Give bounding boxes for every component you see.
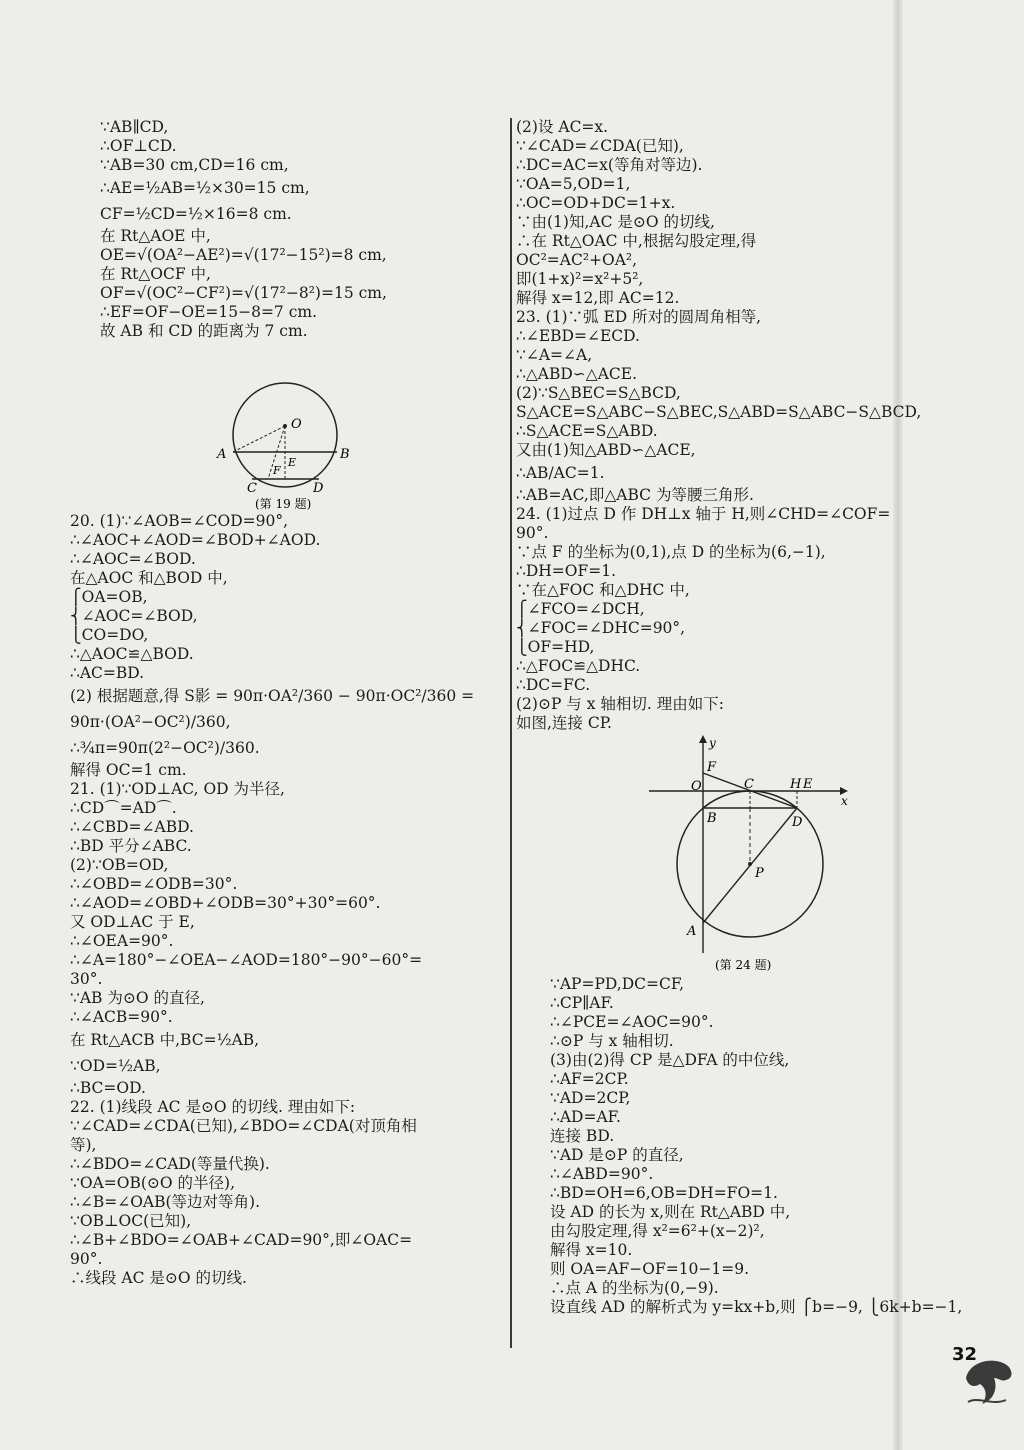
left-column-2-line: 90°.	[70, 1250, 103, 1268]
left-column-2-line: ⎩CO=DO,	[70, 626, 149, 644]
right-column-line: ∵∠A=∠A,	[516, 346, 593, 364]
dolphin-icon	[958, 1348, 1018, 1408]
right-column-2-line: ∴点 A 的坐标为(0,−9).	[550, 1279, 719, 1297]
left-column-line: ∵AB=30 cm,CD=16 cm,	[100, 156, 289, 174]
left-column-2-line: ∴∠AOC=∠BOD.	[70, 550, 196, 568]
left-column-line: OE=√(OA²−AE²)=√(17²−15²)=8 cm,	[100, 246, 387, 264]
fig19-label-c: C	[247, 481, 257, 496]
right-column-line: ⎨∠FOC=∠DHC=90°,	[516, 619, 686, 637]
right-column-line: 解得 x=12,即 AC=12.	[516, 289, 680, 307]
fig19-caption: (第 19 题)	[255, 497, 312, 511]
right-column-line: ∴OC=OD+DC=1+x.	[516, 194, 676, 212]
left-column-2-line: ∴线段 AC 是⊙O 的切线.	[70, 1269, 247, 1287]
left-column-2-line: 又 OD⊥AC 于 E,	[70, 913, 195, 931]
left-column-line: 在 Rt△OCF 中,	[100, 265, 211, 283]
right-column-line: ∴∠EBD=∠ECD.	[516, 327, 640, 345]
right-column-line: ∴△ABD∽△ACE.	[516, 365, 637, 383]
right-column-line: ∴在 Rt△OAC 中,根据勾股定理,得	[516, 232, 757, 250]
left-column-2-line: ∴∠BDO=∠CAD(等量代换).	[70, 1155, 270, 1173]
right-column-line: ∵点 F 的坐标为(0,1),点 D 的坐标为(6,−1),	[516, 543, 826, 561]
left-column-2-line: 在△AOC 和△BOD 中,	[70, 569, 228, 587]
left-column-line: ∴AE=½AB=½×30=15 cm,	[100, 179, 310, 197]
left-column-2-line: ∴∠B=∠OAB(等边对等角).	[70, 1193, 261, 1211]
left-column-2-line: 等),	[70, 1136, 97, 1154]
right-column-line: (2)⊙P 与 x 轴相切. 理由如下:	[516, 695, 724, 713]
left-column-line: OF=√(OC²−CF²)=√(17²−8²)=15 cm,	[100, 284, 387, 302]
right-column-2-line: 由勾股定理,得 x²=6²+(x−2)²,	[550, 1222, 765, 1240]
fig24-label-x: x	[841, 794, 848, 808]
right-column-2-line: 连接 BD.	[550, 1127, 615, 1145]
right-column-2-line: ∵AD 是⊙P 的直径,	[550, 1146, 684, 1164]
left-column-2-line: ∴∠OBD=∠ODB=30°.	[70, 875, 238, 893]
left-column-2-line: ∴¾π=90π(2²−OC²)/360.	[70, 739, 260, 757]
left-column-2-line: 22. (1)线段 AC 是⊙O 的切线. 理由如下:	[70, 1098, 356, 1116]
right-column-line: 如图,连接 CP.	[516, 714, 612, 732]
fig24-label-h: H	[790, 777, 802, 792]
fig19-label-e: E	[288, 456, 297, 469]
left-column-2-line: ∵OA=OB(⊙O 的半径),	[70, 1174, 235, 1192]
fig19-label-d: D	[313, 481, 324, 496]
left-column-line: 故 AB 和 CD 的距离为 7 cm.	[100, 322, 308, 340]
fig24-label-d: D	[792, 815, 803, 830]
left-column-2-line: (2) 根据题意,得 S影 = 90π·OA²/360 − 90π·OC²/360 =	[70, 687, 475, 705]
left-column-2-line: ∴∠OEA=90°.	[70, 932, 174, 950]
fig24-label-a: A	[687, 924, 697, 939]
left-column-2-line: ∴BD 平分∠ABC.	[70, 837, 192, 855]
right-column-2-line: 设 AD 的长为 x,则在 Rt△ABD 中,	[550, 1203, 791, 1221]
right-column-line: OC²=AC²+OA²,	[516, 251, 638, 269]
left-column-2-line: 90π·(OA²−OC²)/360,	[70, 713, 231, 731]
right-column-line: 即(1+x)²=x²+5²,	[516, 270, 644, 288]
right-column-2-line: ∴∠ABD=90°.	[550, 1165, 654, 1183]
right-column-line: (2)∵S△BEC=S△BCD,	[516, 384, 681, 402]
left-column-2-line: ∴∠AOD=∠OBD+∠ODB=30°+30°=60°.	[70, 894, 381, 912]
right-column-2-line: 则 OA=AF−OF=10−1=9.	[550, 1260, 750, 1278]
right-column-line: ∵在△FOC 和△DHC 中,	[516, 581, 690, 599]
right-column-line: ⎩OF=HD,	[516, 638, 595, 656]
left-column-2-line: ∵OD=½AB,	[70, 1057, 161, 1075]
right-column-line: ∵∠CAD=∠CDA(已知),	[516, 137, 684, 155]
right-column-2-line: 设直线 AD 的解析式为 y=kx+b,则 ⎧b=−9, ⎩6k+b=−1,	[550, 1298, 963, 1316]
left-column-line: CF=½CD=½×16=8 cm.	[100, 205, 292, 223]
left-column-top	[100, 118, 500, 341]
left-column-line: 在 Rt△AOE 中,	[100, 227, 211, 245]
fig24-caption: (第 24 题)	[715, 958, 772, 972]
right-column-line: ∴DC=AC=x(等角对等边).	[516, 156, 703, 174]
left-column-bottom	[70, 512, 500, 1288]
left-column-2-line: ⎨∠AOC=∠BOD,	[70, 607, 198, 625]
column-divider	[510, 118, 512, 1348]
left-column-2-line: ∴∠CBD=∠ABD.	[70, 818, 194, 836]
right-column-line: ∴AB/AC=1.	[516, 464, 605, 482]
right-column-line: (2)设 AC=x.	[516, 118, 609, 136]
left-column-2-line: 解得 OC=1 cm.	[70, 761, 187, 779]
right-column-2-line: ∴BD=OH=6,OB=DH=FO=1.	[550, 1184, 778, 1202]
left-column-2-line: ∵AB 为⊙O 的直径,	[70, 989, 205, 1007]
right-column-line: ∵由(1)知,AC 是⊙O 的切线,	[516, 213, 715, 231]
page-number: 32	[952, 1344, 978, 1365]
left-column-2-line: ∴AC=BD.	[70, 664, 145, 682]
right-column-line: 又由(1)知△ABD∽△ACE,	[516, 441, 696, 459]
fig24-label-b: B	[707, 811, 717, 826]
left-column-2-line: 在 Rt△ACB 中,BC=½AB,	[70, 1031, 260, 1049]
left-column-line: ∴EF=OF−OE=15−8=7 cm.	[100, 303, 318, 321]
left-column-2-line: ∴∠AOC+∠AOD=∠BOD+∠AOD.	[70, 531, 321, 549]
left-column-2-line: ∴CD⌒=AD⌒.	[70, 799, 177, 817]
left-column-2-line: ∴BC=OD.	[70, 1079, 146, 1097]
fig19-label-b: B	[340, 447, 350, 462]
left-column-2-line: ∴∠B+∠BDO=∠OAB+∠CAD=90°,即∠OAC=	[70, 1231, 413, 1249]
right-column-2-line: ∵AP=PD,DC=CF,	[550, 975, 685, 993]
right-column-line: ∴S△ACE=S△ABD.	[516, 422, 658, 440]
right-column-line: ⎧∠FCO=∠DCH,	[516, 600, 645, 618]
fig24-label-p: P	[755, 866, 764, 881]
figure-19	[205, 380, 365, 515]
right-column-2-line: ∴∠PCE=∠AOC=90°.	[550, 1013, 714, 1031]
left-column-2-line: 30°.	[70, 970, 103, 988]
left-column-2-line: ∴∠A=180°−∠OEA−∠AOD=180°−90°−60°=	[70, 951, 423, 969]
left-column-2-line: ∴∠ACB=90°.	[70, 1008, 173, 1026]
left-column-2-line: 20. (1)∵∠AOB=∠COD=90°,	[70, 512, 289, 530]
right-column-2-line: (3)由(2)得 CP 是△DFA 的中位线,	[550, 1051, 790, 1069]
right-column-2-line: ∴CP∥AF.	[550, 994, 614, 1012]
figure-24	[645, 735, 865, 975]
fig24-label-e: E	[803, 777, 813, 792]
right-column-2-line: 解得 x=10.	[550, 1241, 633, 1259]
right-column-line: ∴DC=FC.	[516, 676, 591, 694]
fig24-label-o: O	[691, 779, 702, 794]
left-column-line: ∵AB∥CD,	[100, 118, 169, 136]
right-column-line: S△ACE=S△ABC−S△BEC,S△ABD=S△ABC−S△BCD,	[516, 403, 922, 421]
fig24-label-c: C	[744, 777, 754, 792]
fig24-label-f: F	[707, 760, 717, 775]
left-column-2-line: ∵∠CAD=∠CDA(已知),∠BDO=∠CDA(对顶角相	[70, 1117, 417, 1135]
left-column-2-line: ⎧OA=OB,	[70, 588, 148, 606]
fig19-label-f: F	[273, 464, 281, 477]
left-column-2-line: (2)∵OB=OD,	[70, 856, 169, 874]
right-column-line: 24. (1)过点 D 作 DH⊥x 轴于 H,则∠CHD=∠COF=	[516, 505, 891, 523]
right-column-top	[516, 118, 922, 733]
right-column-2-line: ∵AD=2CP,	[550, 1089, 631, 1107]
figure-19-diagram	[205, 380, 365, 515]
right-column-line: ∴AB=AC,即△ABC 为等腰三角形.	[516, 486, 754, 504]
right-column-2-line: ∴AD=AF.	[550, 1108, 621, 1126]
left-column-2-line: 21. (1)∵OD⊥AC, OD 为半径,	[70, 780, 285, 798]
left-column-2-line: ∵OB⊥OC(已知),	[70, 1212, 192, 1230]
right-column-line: ∴DH=OF=1.	[516, 562, 617, 580]
fig19-label-a: A	[217, 447, 227, 462]
figure-24-diagram	[645, 735, 865, 975]
right-column-line: 90°.	[516, 524, 549, 542]
right-column-bottom	[550, 975, 963, 1317]
right-column-2-line: ∴AF=2CP.	[550, 1070, 629, 1088]
left-column-2-line: ∴△AOC≌△BOD.	[70, 645, 194, 663]
right-column-2-line: ∴⊙P 与 x 轴相切.	[550, 1032, 674, 1050]
fig24-label-y: y	[709, 736, 716, 750]
right-column-line: 23. (1)∵弧 ED 所对的圆周角相等,	[516, 308, 762, 326]
left-column-line: ∴OF⊥CD.	[100, 137, 177, 155]
fig19-label-o: O	[291, 417, 302, 432]
right-column-line: ∴△FOC≌△DHC.	[516, 657, 641, 675]
right-column-line: ∵OA=5,OD=1,	[516, 175, 631, 193]
